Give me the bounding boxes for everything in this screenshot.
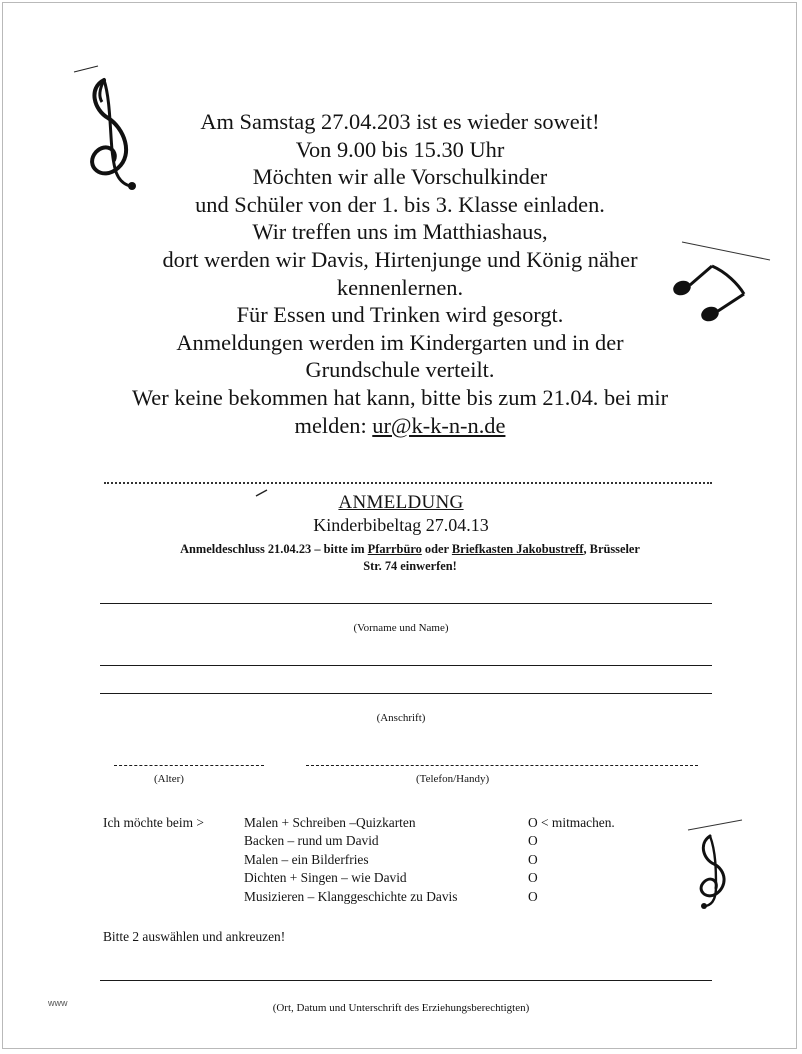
option-label: Musizieren – Klanggeschichte zu Davis (244, 888, 458, 904)
deadline-text: , Brüsseler (583, 542, 640, 556)
announcement-line: Am Samstag 27.04.203 ist es wieder soweit! (200, 109, 600, 134)
deadline-place-office: Pfarrbüro (367, 542, 422, 556)
deadline-place-mailbox: Briefkasten Jakobustreff (451, 542, 584, 556)
name-field-line[interactable] (100, 603, 712, 604)
deadline-line-2: Str. 74 einwerfen! (363, 559, 457, 573)
age-field-line[interactable] (114, 765, 264, 766)
name-field-caption: (Vorname und Name) (353, 622, 449, 634)
address-field-line[interactable] (100, 693, 712, 694)
option-label: Malen + Schreiben –Quizkarten (244, 815, 416, 830)
choice-options (244, 814, 457, 906)
option-checkbox[interactable]: O (528, 888, 538, 904)
option-checkbox[interactable]: O (528, 851, 538, 867)
announcement-line: Für Essen und Trinken wird gesorgt. (236, 302, 564, 328)
option-row-5 (528, 888, 615, 906)
phone-field-line[interactable] (306, 765, 698, 766)
announcement-last-line (60, 412, 740, 440)
email-link[interactable]: ur@k-k-n-n.de (372, 412, 506, 438)
announcement-text (60, 108, 740, 439)
choice-checkboxes (528, 814, 615, 906)
option-checkbox[interactable]: O (528, 815, 538, 830)
cut-line (104, 482, 712, 484)
option-row-4 (528, 869, 615, 887)
announcement-line: und Schüler von der 1. bis 3. Klasse einladen. (195, 191, 605, 217)
deadline-line-1 (90, 541, 730, 558)
option-row-1 (528, 814, 615, 832)
name-field-line-2[interactable] (100, 665, 712, 666)
option-checkbox[interactable]: O (528, 833, 538, 849)
announcement-line: kennenlernen. (336, 274, 464, 300)
option-row-3 (528, 851, 615, 869)
choice-prompt: Ich möchte beim > (103, 815, 204, 830)
signature-field-line[interactable] (100, 980, 712, 981)
announcement-line: Anmeldungen werden im Kindergarten und in der (176, 329, 624, 355)
address-field-caption: (Anschrift) (376, 712, 426, 724)
option-label: Dichten + Singen – wie David (244, 870, 407, 886)
announcement-line: Wir treffen uns im Matthiashaus, (252, 219, 548, 245)
registration-deadline (90, 541, 730, 575)
option-label: Malen – ein Bilderfries (244, 851, 369, 867)
option-label: Backen – rund um David (244, 833, 379, 849)
deadline-text: Anmeldeschluss 21.04.23 – bitte im (180, 542, 368, 556)
announcement-line: Wer keine bekommen hat kann, bitte bis zum 21.04. bei mir (131, 384, 669, 410)
announcement-line: dort werden wir Davis, Hirtenjunge und König näher (162, 246, 638, 272)
phone-field-caption: (Telefon/Handy) (416, 773, 490, 785)
scan-mark: www (48, 998, 68, 1008)
registration-subtitle: Kinderbibeltag 27.04.13 (313, 515, 489, 535)
announcement-line: Von 9.00 bis 15.30 Uhr (295, 136, 505, 162)
age-field-caption: (Alter) (154, 773, 184, 785)
option-note: < mitmachen. (541, 815, 615, 830)
signature-field-caption: (Ort, Datum und Unterschrift des Erziehungsberechtigten) (272, 1002, 530, 1014)
option-row-2 (528, 832, 615, 850)
deadline-text: oder (421, 542, 452, 556)
announcement-line: Grundschule verteilt. (305, 357, 495, 383)
registration-title: ANMELDUNG (338, 492, 464, 513)
announcement-prefix: melden: (294, 412, 373, 438)
treble-clef-icon (676, 816, 756, 912)
choice-hint: Bitte 2 auswählen und ankreuzen! (103, 929, 286, 944)
announcement-line: Möchten wir alle Vorschulkinder (252, 164, 548, 190)
option-checkbox[interactable]: O (528, 870, 538, 886)
